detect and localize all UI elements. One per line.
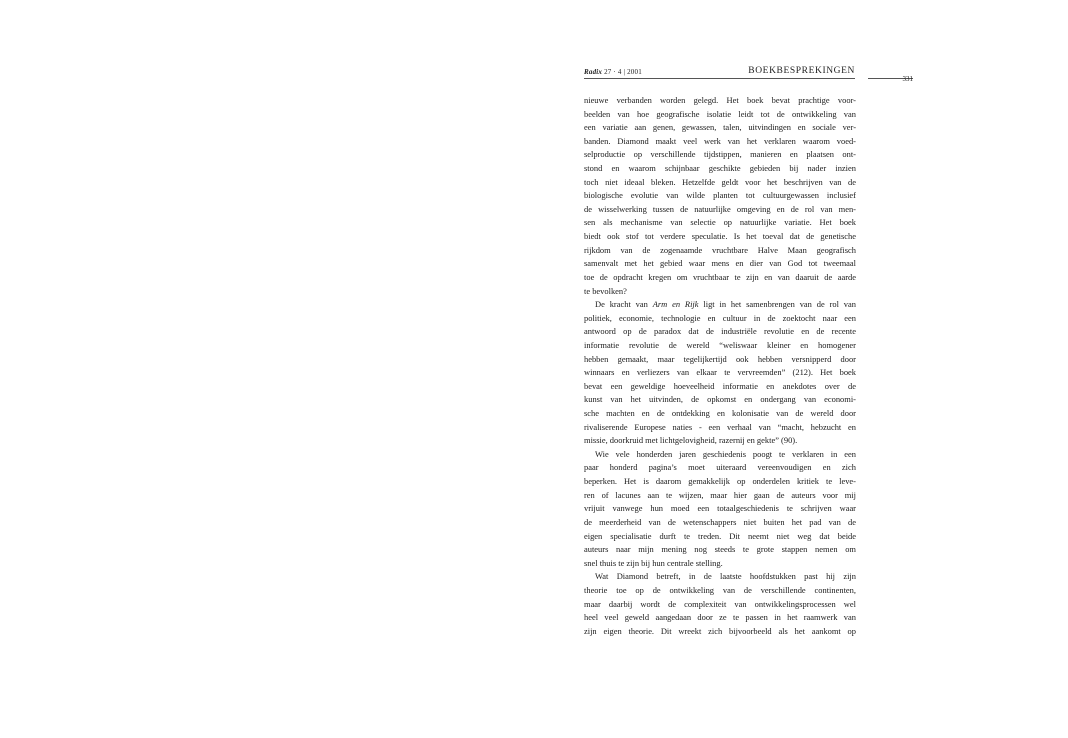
journal-issue: 27 · 4 | 2001 xyxy=(604,68,642,76)
text-line: sen als mechanisme van selectie op natuurlijke variatie. Het boek xyxy=(584,217,856,228)
text-line: selproductie op verschillende tijdstippen, manieren en plaatsen ont- xyxy=(584,149,856,160)
text-line: beelden van hoe geografische isolatie leidt tot de ontwikkeling van xyxy=(584,108,856,119)
text-line: een variatie aan genen, gewassen, talen, uitvindingen en sociale ver- xyxy=(584,122,856,133)
text-line: paar honderd pagina’s moet uiteraard vereenvoudigen en zich xyxy=(584,462,856,473)
text-line: te bevolken? xyxy=(584,285,627,296)
text-line: eigen specialisatie durft te treden. Dit neemt niet weg dat beide xyxy=(584,530,856,541)
text-line: de meerderheid van de wetenschappers niet buiten het pad van de xyxy=(584,516,856,527)
text-segment: De kracht van xyxy=(595,299,653,310)
text-line: zijn eigen theorie. Dit wreekt zich bijvoorbeeld als het aankomt op xyxy=(584,625,856,636)
text-line: samenvalt met het gebied waar mens en dier van God tot tweemaal xyxy=(584,258,856,269)
text-line xyxy=(584,298,856,312)
text-line: nieuwe verbanden worden gelegd. Het boek bevat prachtige voor- xyxy=(584,95,856,105)
text-line: rijkdom van de zogenaamde vruchtbare Halve Maan geografisch xyxy=(584,244,856,255)
journal-citation xyxy=(584,68,642,76)
text-line: kunst van het uitvinden, de opkomst en ondergang van economi- xyxy=(584,394,856,405)
text-line: auteurs naar mijn mening nog steeds te grote stappen nemen om xyxy=(584,544,856,555)
page-number-box xyxy=(868,64,913,83)
text-line: hebben gemaakt, maar tegelijkertijd ook hebben versnipperd door xyxy=(584,353,856,364)
text-line: snel thuis te zijn bij hun centrale stelling. xyxy=(584,557,723,568)
running-head xyxy=(584,64,855,79)
text-line: biedt ook stof tot verdere speculatie. Is het toeval dat de genetische xyxy=(584,231,856,242)
page-number: 331 xyxy=(902,75,913,83)
text-line: Wat Diamond betreft, in de laatste hoofdstukken past hij zijn xyxy=(595,571,856,582)
book-title: Arm en Rijk xyxy=(652,299,699,310)
text-line: theorie toe op de ontwikkeling van de verschillende continenten, xyxy=(584,584,856,595)
text-line: Wie vele honderden jaren geschiedenis poogt te verklaren in een xyxy=(595,448,856,459)
text-line: maar daarbij wordt de complexiteit van ontwikkelingsprocessen wel xyxy=(584,598,856,609)
text-line: banden. Diamond maakt veel werk van het verklaren waarom voed- xyxy=(584,135,856,146)
section-title: BOEKBESPREKINGEN xyxy=(748,66,855,76)
text-line: heel veel geweld aangedaan door ze te passen in het raamwerk van xyxy=(584,612,856,623)
text-line: beperken. Het is daarom gemakkelijk op onderdelen kritiek te leve- xyxy=(584,476,856,487)
text-line: toch niet ideaal bleken. Hetzelfde geldt voor het beschrijven van de xyxy=(584,176,856,187)
text-line: ren of lacunes aan te wijzen, maar hier gaan de auteurs voor mij xyxy=(584,489,856,500)
journal-name: Radix xyxy=(584,68,603,76)
text-line: bevat een geweldige hoeveelheid informatie en anekdotes over de xyxy=(584,380,856,391)
text-line: toe de opdracht kregen om vruchtbaar te zijn en van daaruit de aarde xyxy=(584,271,856,282)
text-line: vrijuit vanwege hun moed een totaalgeschiedenis te schrijven waar xyxy=(584,503,856,514)
body-text xyxy=(584,94,856,638)
text-line: winnaars en verliezers van elkaar te vervreemden” (212). Het boek xyxy=(584,367,856,378)
text-line: sche machten en de ontdekking en kolonisatie van de wereld door xyxy=(584,408,856,419)
text-line: de wisselwerking tussen de natuurlijke omgeving en de rol van men- xyxy=(584,203,856,214)
text-line: rivaliserende Europese naties - een verhaal van “macht, hebzucht en xyxy=(584,421,856,432)
text-line: biologische evolutie van wilde planten tot cultuurgewassen inclusief xyxy=(584,190,856,201)
text-line: politiek, economie, technologie en cultuur in de zoektocht naar een xyxy=(584,312,856,323)
text-line: missie, doorkruid met lichtgelovigheid, razernij en gekte” (90). xyxy=(584,435,798,446)
text-line: antwoord op de paradox dat de industriële revolutie en de recente xyxy=(584,326,856,337)
text-line: informatie revolutie de wereld “weliswaar kleiner en homogener xyxy=(584,339,856,350)
text-segment: ligt in het samenbrengen van de rol van xyxy=(698,299,856,310)
text-line: stond en waarom schijnbaar geschikte gebieden bij nader inzien xyxy=(584,163,856,174)
